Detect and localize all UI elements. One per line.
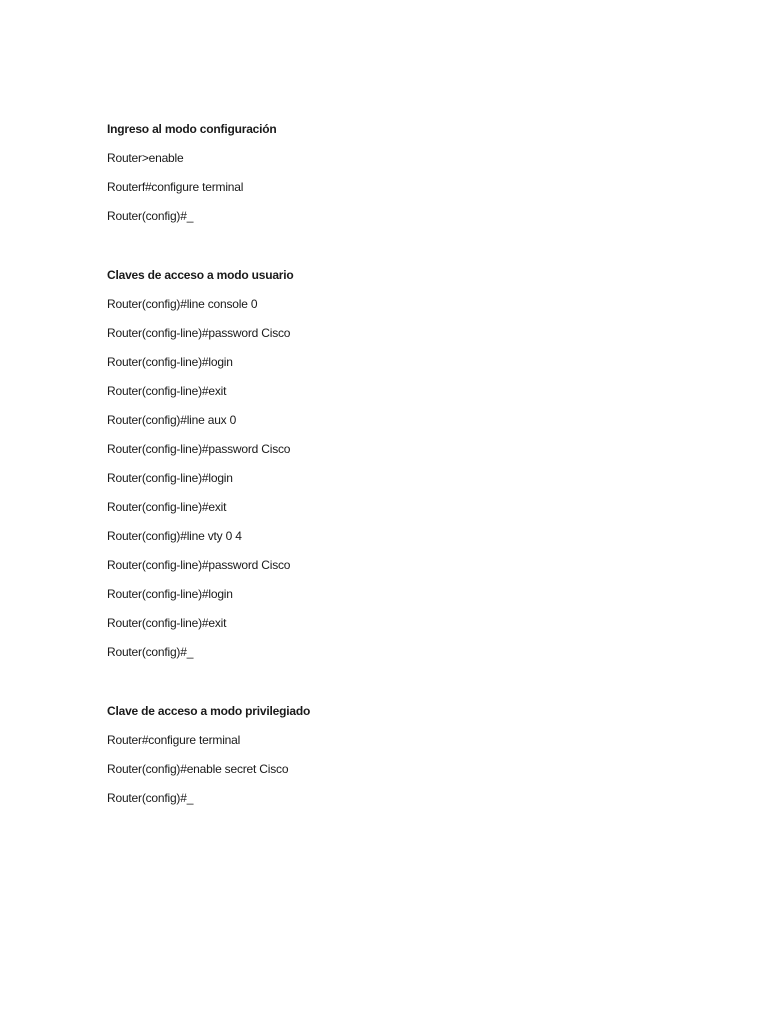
section-heading: Clave de acceso a modo privilegiado	[107, 704, 311, 718]
command-line: Router(config-line)#exit	[107, 500, 227, 514]
command-line: Router(config-line)#exit	[107, 384, 227, 398]
command-line: Router(config-line)#exit	[107, 616, 227, 630]
command-line: Router(config-line)#password Cisco	[107, 326, 291, 340]
command-line: Router#configure terminal	[107, 733, 241, 747]
command-line: Router(config-line)#login	[107, 471, 233, 485]
command-line: Router(config)#line console 0	[107, 297, 258, 311]
command-line: Router(config)#line aux 0	[107, 413, 237, 427]
section-spacer	[107, 235, 707, 265]
command-line: Router(config)#line vty 0 4	[107, 529, 242, 543]
command-line: Router(config)#_	[107, 791, 194, 805]
document-body	[107, 119, 707, 817]
command-line: Router(config-line)#password Cisco	[107, 558, 291, 572]
command-line: Router(config)#_	[107, 645, 194, 659]
command-line: Router>enable	[107, 151, 184, 165]
section-spacer	[107, 671, 707, 701]
command-line: Router(config)#enable secret Cisco	[107, 762, 289, 776]
command-line: Routerf#configure terminal	[107, 180, 244, 194]
command-line: Router(config-line)#login	[107, 587, 233, 601]
section-heading: Claves de acceso a modo usuario	[107, 268, 294, 282]
section-user-mode-passwords	[107, 265, 707, 671]
command-line: Router(config-line)#login	[107, 355, 233, 369]
section-config-mode	[107, 119, 707, 235]
section-privileged-mode-password	[107, 701, 707, 817]
command-line: Router(config-line)#password Cisco	[107, 442, 291, 456]
command-line: Router(config)#_	[107, 209, 194, 223]
section-heading: Ingreso al modo configuración	[107, 122, 277, 136]
